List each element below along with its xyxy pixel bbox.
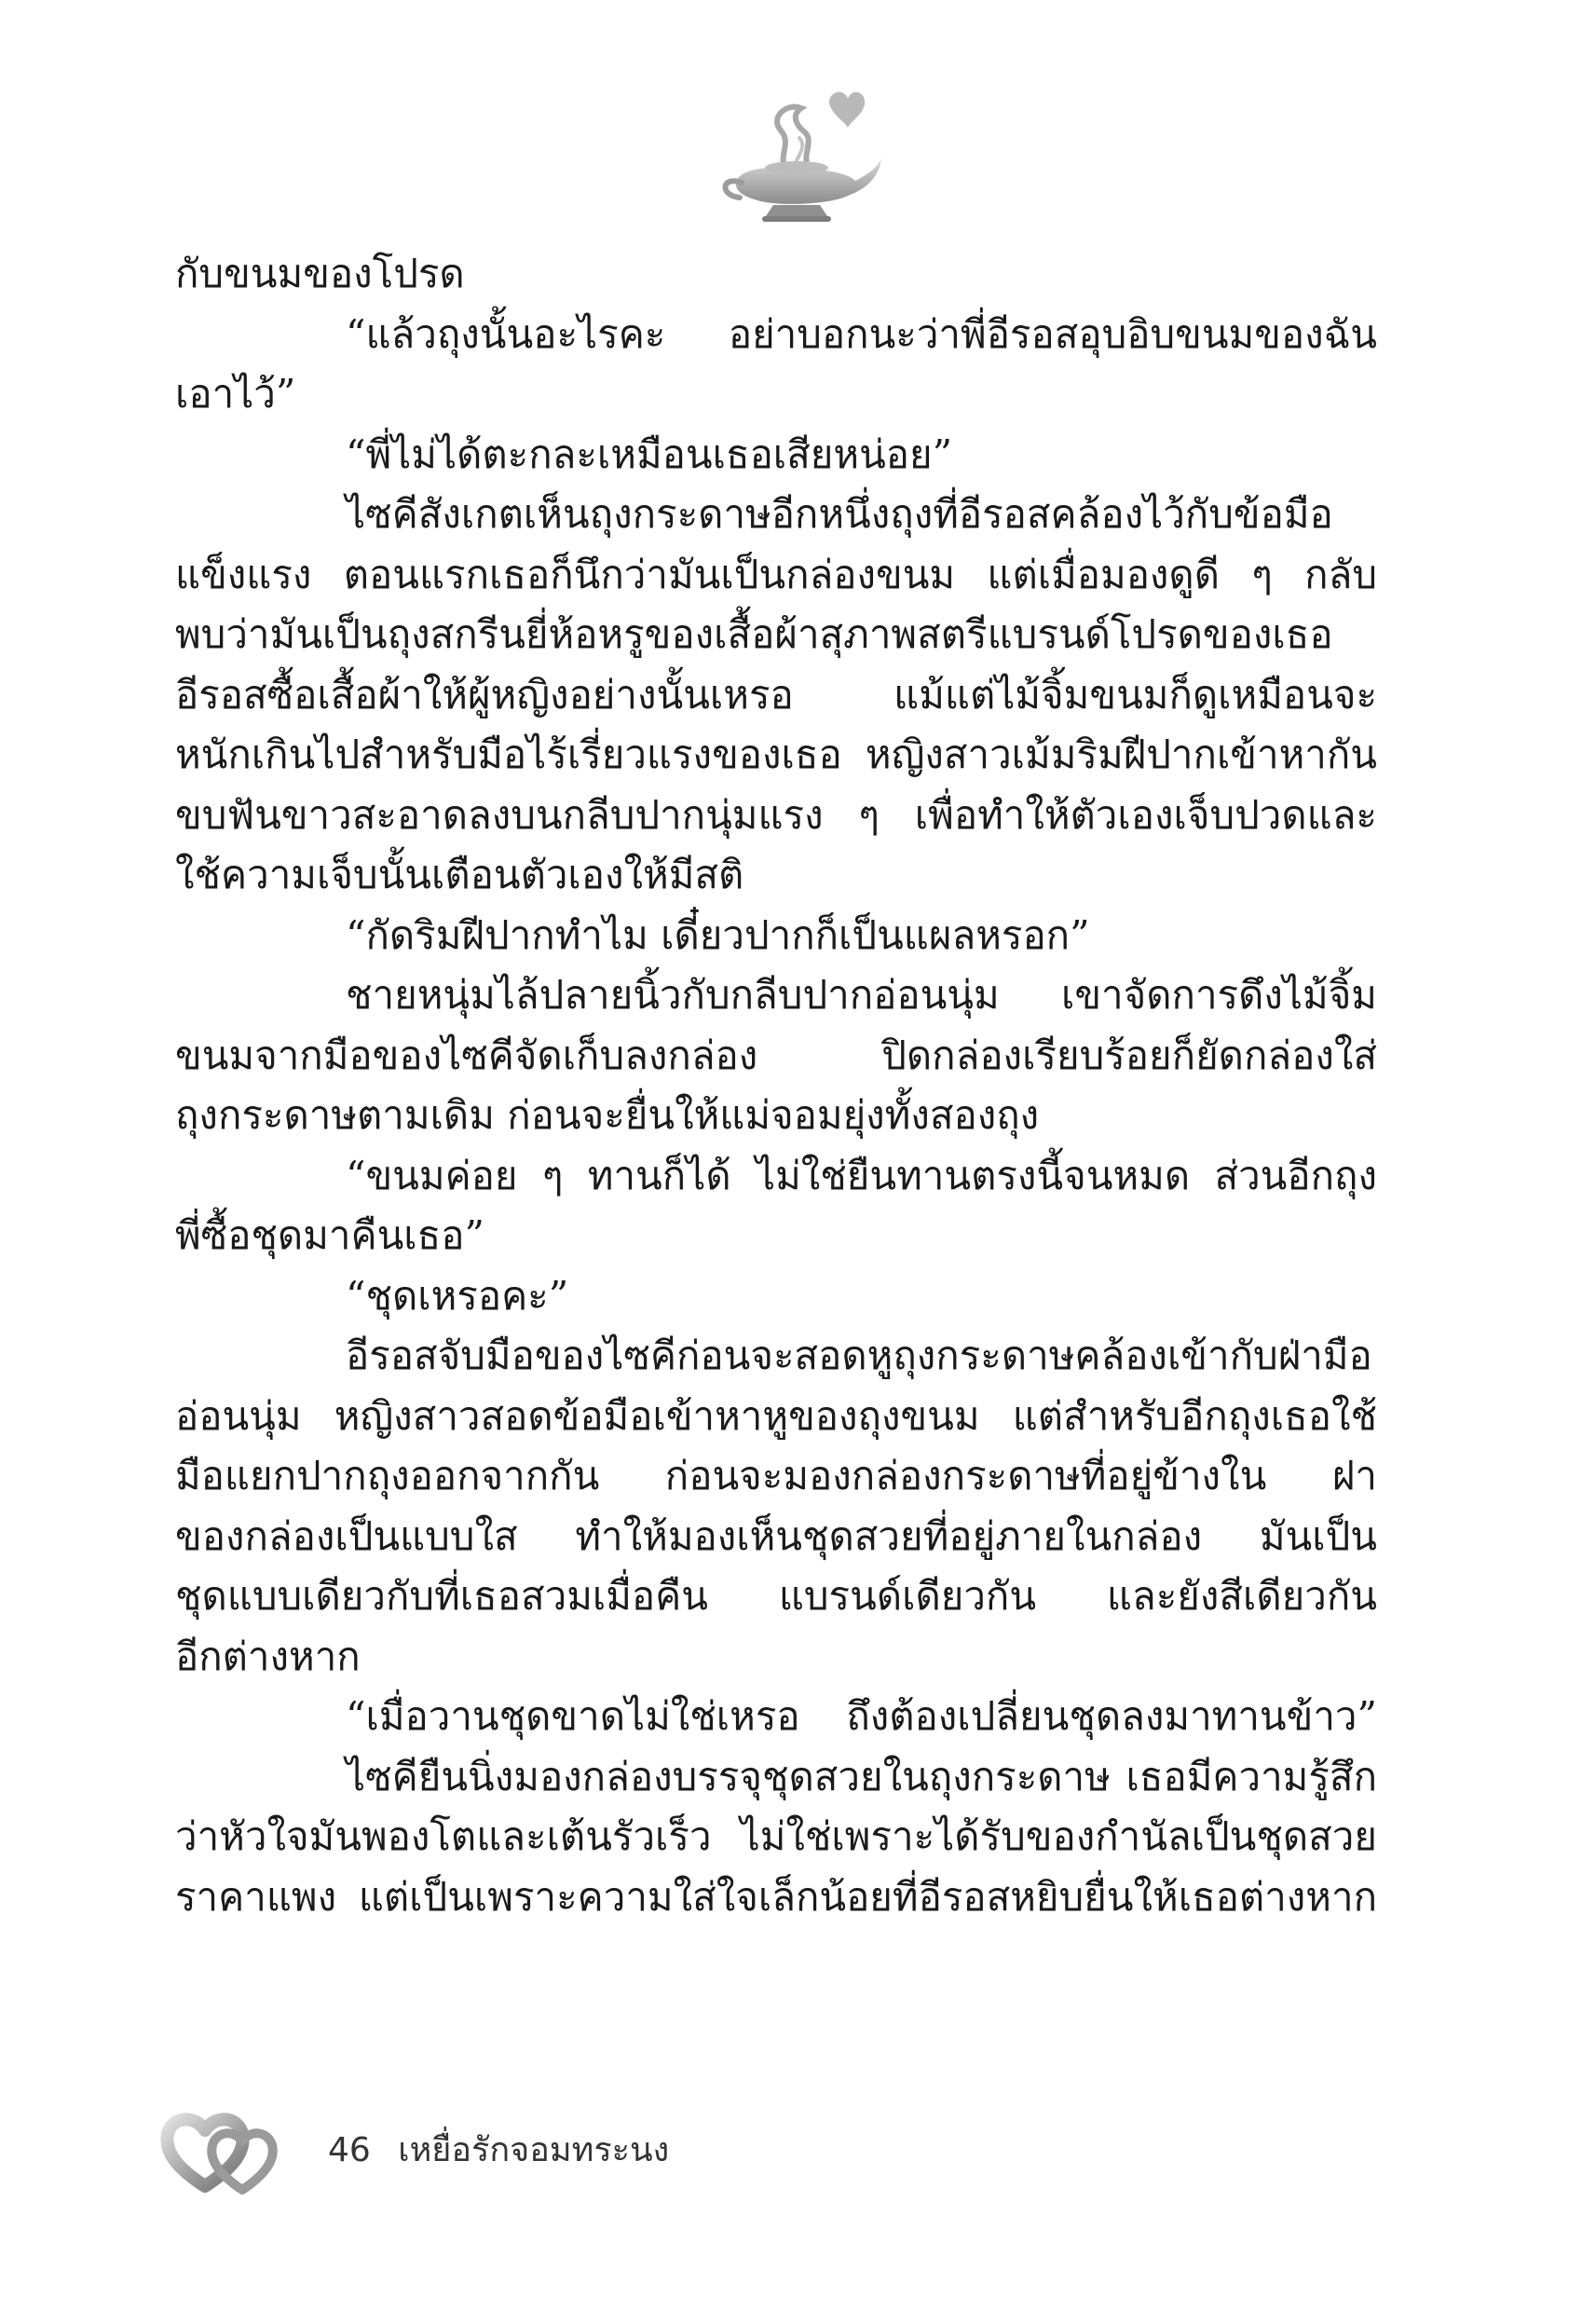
text-line: ว่าหัวใจมันพองโตและเต้นรัวเร็ว ไม่ใช่เพราะได้รับของกำนัลเป็นชุดสวย (175, 1813, 1377, 1859)
text-line: ขนมจากมือของไซคีจัดเก็บลงกล่อง ปิดกล่องเรียบร้อยก็ยัดกล่องใส่ (175, 1032, 1377, 1078)
text-line: ใช้ความเจ็บนั้นเตือนตัวเองให้มีสติ (175, 852, 744, 897)
magic-lamp-ornament-icon (708, 65, 885, 233)
text-line: “เมื่อวานชุดขาดไม่ใช่เหรอ ถึงต้องเปลี่ยนชุดลงมาทานข้าว” (346, 1693, 1377, 1739)
text-line: ราคาแพง แต่เป็นเพราะความใส่ใจเล็กน้อยที่อีรอสหยิบยื่นให้เธอต่างหาก (175, 1873, 1377, 1920)
text-line: “กัดริมฝีปากทำไม เดี๋ยวปากก็เป็นแผลหรอก” (346, 911, 1090, 958)
text-line: “ชุดเหรอคะ” (346, 1272, 569, 1319)
text-line: มือแยกปากถุงออกจากกัน ก่อนจะมองกล่องกระดาษที่อยู่ข้างใน ฝา (175, 1453, 1377, 1498)
text-line: ถุงกระดาษตามเดิม ก่อนจะยื่นให้แม่จอมยุ่งทั้งสองถุง (175, 1092, 1040, 1138)
text-line: กับขนมของโปรด (175, 251, 465, 296)
book-title: เหยื่อรักจอมทระนง (398, 2131, 670, 2169)
text-line: แข็งแรง ตอนแรกเธอก็นึกว่ามันเป็นกล่องขนม แต่เมื่อมองดูดี ๆ กลับ (175, 551, 1377, 597)
text-line: ของกล่องเป็นแบบใส ทำให้มองเห็นชุดสวยที่อยู่ภายในกล่อง มันเป็น (175, 1512, 1377, 1559)
text-line: ไซคีสังเกตเห็นถุงกระดาษอีกหนึ่งถุงที่อีรอสคล้องไว้กับข้อมือ (346, 491, 1333, 537)
text-line: อีกต่างหาก (175, 1633, 361, 1679)
body-text (175, 244, 1377, 2108)
text-line: “พี่ไม่ได้ตะกละเหมือนเธอเสียหน่อย” (346, 431, 953, 477)
text-line: ชายหนุ่มไล้ปลายนิ้วกับกลีบปากอ่อนนุ่ม เขาจัดการดึงไม้จิ้ม (346, 972, 1377, 1018)
text-line: เอาไว้” (175, 371, 296, 417)
page-number: 46 (328, 2131, 371, 2169)
text-line: หนักเกินไปสำหรับมือไร้เรี่ยวแรงของเธอ หญิงสาวเม้มริมฝีปากเข้าหากัน (175, 732, 1377, 777)
page-footer (160, 2104, 999, 2197)
text-line: พี่ซื้อชุดมาคืนเธอ” (175, 1212, 484, 1258)
text-line: ไซคียืนนิ่งมองกล่องบรรจุชุดสวยในถุงกระดาษ เธอมีความรู้สึก (346, 1753, 1377, 1799)
text-line: พบว่ามันเป็นถุงสกรีนยี่ห้อหรูของเสื้อผ้าสุภาพสตรีแบรนด์โปรดของเธอ (175, 611, 1333, 657)
text-line: “ขนมค่อย ๆ ทานก็ได้ ไม่ใช่ยืนทานตรงนี้จนหมด ส่วนอีกถุง (346, 1152, 1377, 1198)
text-line: อีรอสซื้อเสื้อผ้าให้ผู้หญิงอย่างนั้นเหรอ แม้แต่ไม้จิ้มขนมก็ดูเหมือนจะ (175, 671, 1377, 718)
text-line: ขบฟันขาวสะอาดลงบนกลีบปากนุ่มแรง ๆ เพื่อทำให้ตัวเองเจ็บปวดและ (175, 791, 1377, 838)
text-line: “แล้วถุงนั้นอะไรคะ อย่าบอกนะว่าพี่อีรอสอุบอิบขนมของฉัน (346, 310, 1377, 357)
text-line: อ่อนนุ่ม หญิงสาวสอดข้อมือเข้าหาหูของถุงขนม แต่สำหรับอีกถุงเธอใช้ (175, 1392, 1377, 1439)
double-heart-icon (160, 2104, 291, 2197)
text-line: อีรอสจับมือของไซคีก่อนจะสอดหูถุงกระดาษคล้องเข้ากับฝ่ามือ (346, 1333, 1372, 1378)
text-line: ชุดแบบเดียวกับที่เธอสวมเมื่อคืน แบรนด์เดียวกัน และยังสีเดียวกัน (175, 1573, 1377, 1619)
